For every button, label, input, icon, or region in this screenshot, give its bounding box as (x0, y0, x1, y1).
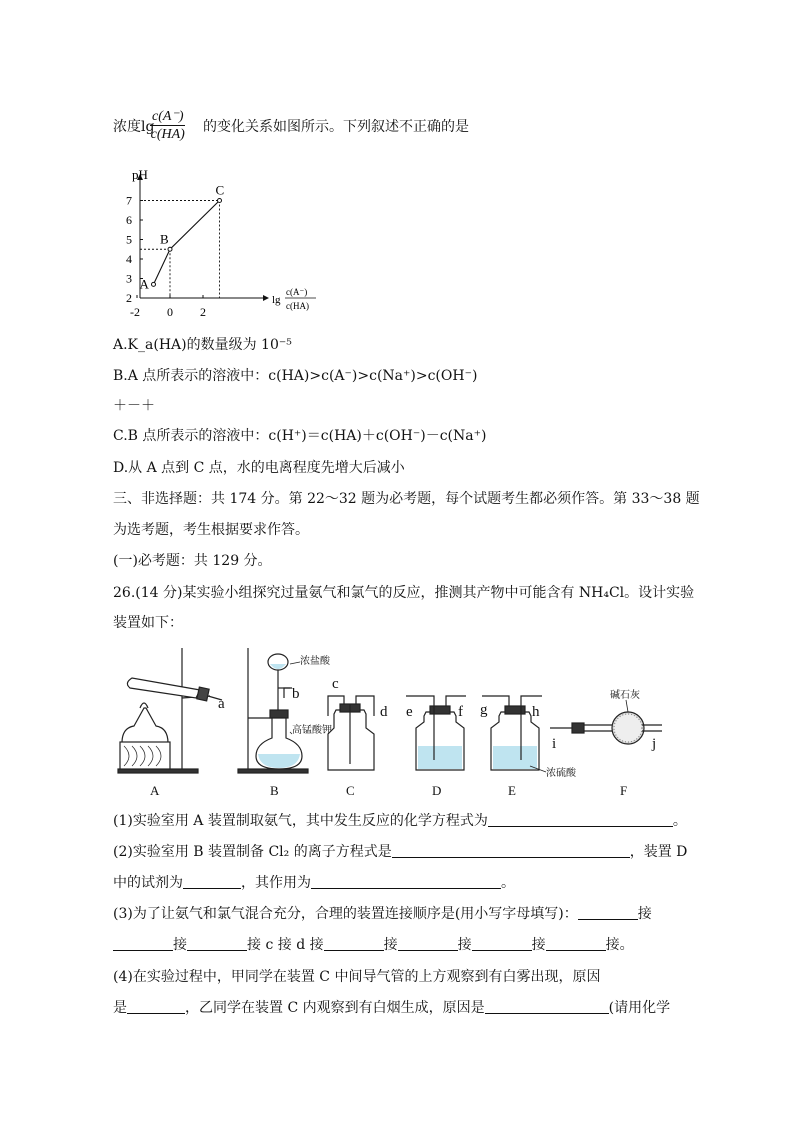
port-g: g (480, 702, 488, 718)
option-stray-signs: ＋－＋ (113, 398, 155, 414)
label-e: E (508, 783, 516, 798)
q3-jie-4: 接 (457, 937, 472, 953)
y-tick-label: 4 (126, 252, 132, 266)
x-axis-frac-num: c(A⁻) (286, 287, 308, 297)
label-a: A (150, 783, 160, 798)
apparatus-f (550, 700, 662, 744)
point-C (218, 199, 222, 203)
q-intro-suffix: 的变化关系如图所示。下列叙述不正确的是 (203, 119, 469, 135)
point-A (152, 282, 156, 286)
q-intro-prefix: 浓度lg (113, 119, 155, 135)
intro-fraction (150, 108, 185, 143)
q26-line-1: 26.(14 分)某实验小组探究过量氨气和氯气的反应，推测其产物中可能含有 NH₄Cl。设计实验 (113, 585, 695, 601)
section-sub: (一)必考题：共 129 分。 (113, 553, 272, 569)
q3-blank-4[interactable] (324, 936, 384, 951)
apparatus-b (238, 648, 308, 773)
label-d: D (432, 783, 442, 798)
label-c: C (346, 783, 355, 798)
y-tick-label: 5 (126, 232, 132, 247)
q1-line (113, 812, 687, 830)
q4-line2a: 是 (113, 1000, 127, 1016)
q3-blank-2[interactable] (113, 936, 173, 951)
label-conc-hcl: 浓盐酸 (300, 656, 330, 667)
option-b: B.A 点所表示的溶液中：c(HA)>c(A⁻)>c(Na⁺)>c(OH⁻) (113, 368, 478, 384)
q4-line2b: ，乙同学在装置 C 内观察到有白烟生成，原因是 (185, 1000, 485, 1016)
q2-text: (2)实验室用 B 装置制备 Cl₂ 的离子方程式是 (113, 844, 392, 860)
port-h: h (532, 704, 540, 720)
q3-blank-1[interactable] (578, 905, 638, 920)
y-tick-label: 2 (126, 291, 132, 305)
label-soda-lime: 碱石灰 (610, 690, 640, 701)
q2-blank-2[interactable] (183, 874, 241, 889)
q4-line2c: (请用化学 (608, 1000, 671, 1016)
point-label-A: A (139, 276, 149, 292)
option-c: C.B 点所表示的溶液中：c(H⁺)＝c(HA)＋c(OH⁻)－c(Na⁺) (113, 428, 487, 444)
port-e: e (406, 704, 413, 720)
q3-jie-1: 接 (637, 906, 652, 922)
apparatus-c (328, 696, 374, 770)
q3-text: (3)为了让氨气和氯气混合充分，合理的装置连接顺序是(用小写字母填写)： (113, 906, 578, 922)
q3-jie-3: 接 (383, 937, 398, 953)
y-tick-label: 3 (126, 271, 132, 286)
y-tick-label: 6 (126, 213, 132, 227)
x-axis-frac-den: c(HA) (286, 301, 309, 311)
y-tick-label: 7 (126, 193, 132, 208)
q3-blank-3[interactable] (187, 936, 247, 951)
x-tick-label: -2 (130, 305, 140, 319)
point-label-C: C (215, 182, 225, 198)
q4-blank-1[interactable] (127, 999, 185, 1014)
label-conc-h2so4: 浓硫酸 (546, 768, 576, 779)
x-axis-label-prefix: lg (272, 294, 281, 306)
q4-blank-2[interactable] (485, 999, 609, 1014)
q1-text: (1)实验室用 A 装置制取氨气，其中发生反应的化学方程式为 (113, 813, 488, 829)
port-b: b (292, 686, 300, 702)
y-axis-label: pH (132, 167, 148, 182)
intro-frac-den: c(HA) (150, 127, 185, 142)
q2-line2a: 中的试剂为 (113, 875, 183, 891)
q3-line-1 (113, 905, 652, 923)
ph-chart (110, 165, 340, 325)
label-b: B (270, 783, 279, 798)
point-B (168, 247, 172, 251)
section-line-1: 三、非选择题：共 174 分。第 22～32 题为必考题，每个试题考生都必须作答。第 33～38 题 (113, 491, 700, 507)
q3-jie-5: 接 (531, 937, 546, 953)
port-f: f (458, 704, 463, 720)
q26-line-2: 装置如下： (113, 615, 183, 631)
point-label-B: B (160, 231, 169, 247)
intro-frac-num: c(A⁻) (152, 109, 184, 124)
x-tick-label: 0 (167, 305, 173, 319)
q2-end: 。 (501, 875, 515, 891)
apparatus-a (118, 648, 222, 773)
q3-end: 接。 (605, 937, 634, 953)
label-kmno4: 高锰酸钾 (292, 725, 332, 736)
section-line-2: 为选考题，考生根据要求作答。 (113, 522, 309, 538)
label-f: F (620, 783, 628, 798)
q2-line-1 (113, 843, 687, 861)
port-d: d (380, 704, 388, 720)
q3-cd: 接 c 接 d 接 (247, 937, 324, 953)
q2-mid: ，装置 D (629, 844, 688, 860)
q2-blank-3[interactable] (311, 874, 501, 889)
apparatus-figure (110, 638, 680, 800)
q3-jie-2: 接 (173, 937, 187, 953)
port-i: i (552, 736, 557, 752)
port-c: c (332, 676, 339, 692)
apparatus-d (406, 696, 466, 770)
q4-line-1: (4)在实验过程中，甲同学在装置 C 中间导气管的上方观察到有白雾出现，原因 (113, 969, 601, 985)
q2-blank-1[interactable] (392, 843, 630, 858)
q1-blank[interactable] (488, 812, 673, 827)
x-tick-label: 2 (200, 305, 206, 319)
q1-end: 。 (672, 813, 687, 829)
q2-line2b: ，其作用为 (241, 875, 311, 891)
port-j: j (652, 736, 657, 752)
q3-blank-7[interactable] (546, 936, 606, 951)
option-d: D.从 A 点到 C 点，水的电离程度先增大后减小 (113, 460, 405, 476)
q3-blank-6[interactable] (472, 936, 532, 951)
q3-blank-5[interactable] (398, 936, 458, 951)
q3-line-2 (113, 936, 634, 954)
q4-line-2 (113, 999, 670, 1017)
q2-line-2 (113, 874, 515, 892)
option-a: A.K_a(HA)的数量级为 10⁻⁵ (113, 337, 292, 353)
port-a: a (218, 696, 225, 712)
